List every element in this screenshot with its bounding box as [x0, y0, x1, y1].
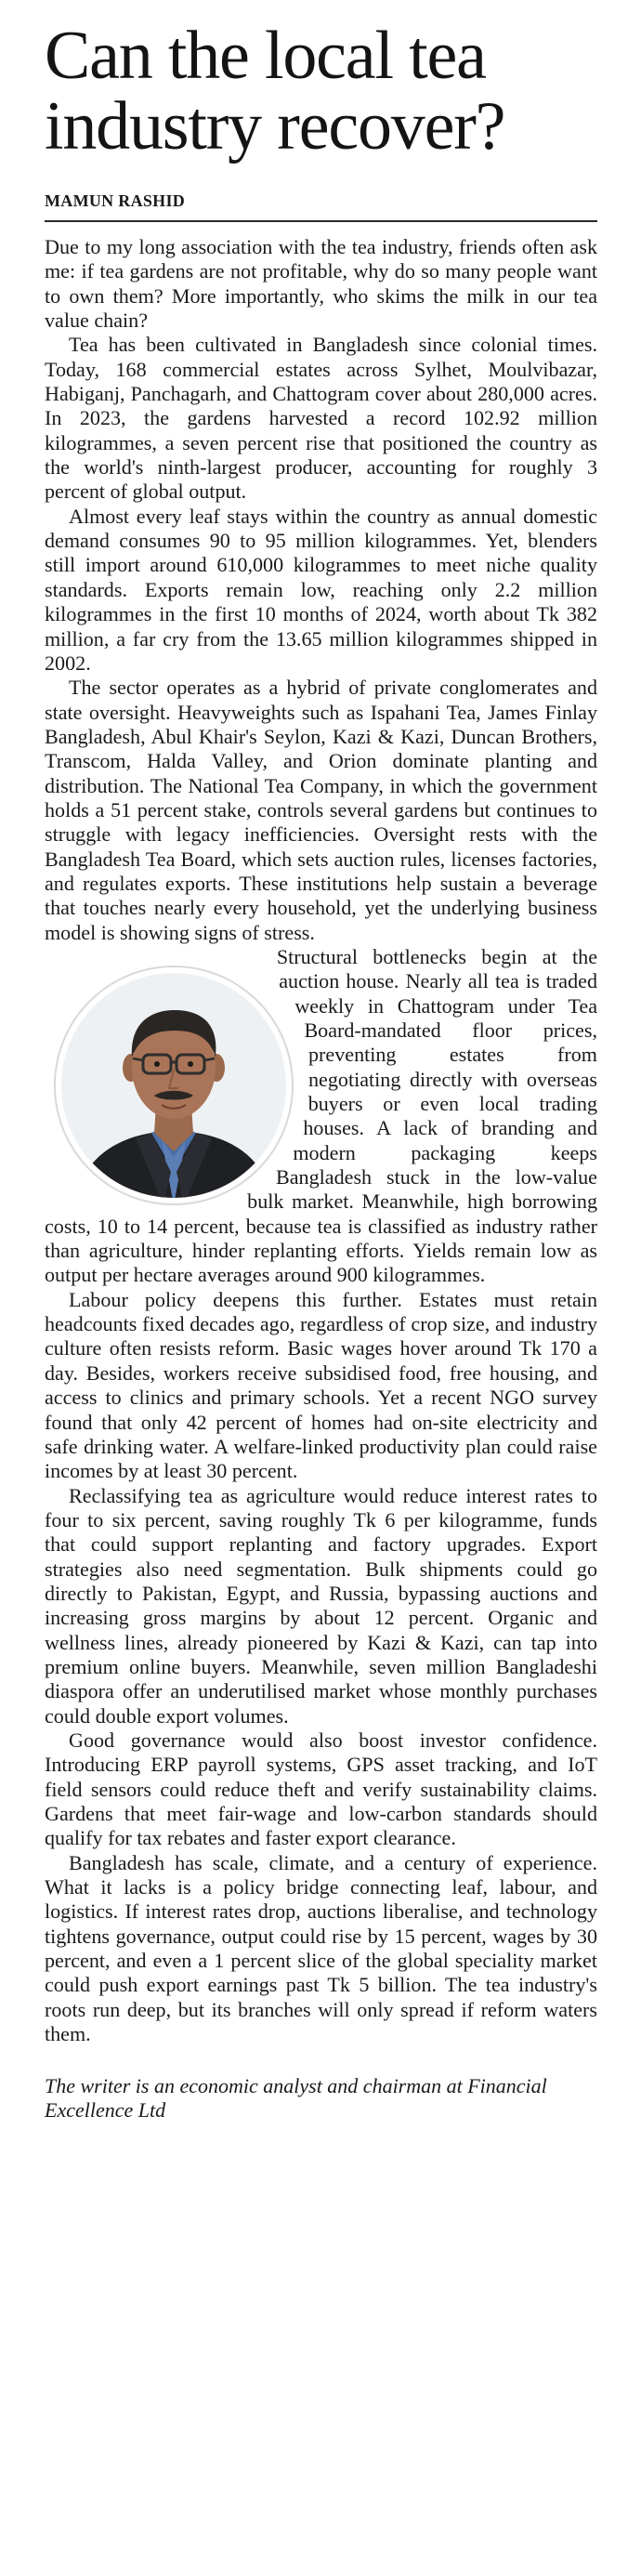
paragraph-labour: Labour policy deepens this further. Estates must retain headcounts fixed decades ago, regardless of crop size, and industry culture often resists reform. Basic wages hover around Tk 170 a day. Besides, workers receive subsidised food, free housing, and access to clinics and primary schools. Yet a recent NGO survey found that only 42 percent of homes had on-site electricity and safe drinking water. A welfare-linked productivity plan could raise incomes by at least 30 percent.	[45, 1287, 597, 1483]
paragraph-governance: Good governance would also boost investor confidence. Introducing ERP payroll systems, GPS asset tracking, and IoT field sensors could reduce theft and verify sustainability claims. Gardens that meet fair-wage and low-carbon standards should qualify for tax rebates and faster export clearance.	[45, 1728, 597, 1850]
paragraph-reclassify: Reclassifying tea as agriculture would reduce interest rates to four to six percent, saving roughly Tk 6 per kilogramme, funds that could support replanting and factory upgrades. Export strategies also need segmentation. Bulk shipments could go directly to Pakistan, Egypt, and Russia, bypassing auctions and increasing gross margins by about 12 percent. Organic and wellness lines, already pioneered by Kazi & Kazi, can tap into premium online buyers. Meanwhile, seven million Bangladeshi diaspora offer an underutilised market whose monthly purchases could double export volumes.	[45, 1483, 597, 1728]
paragraph-bottlenecks: Structural bottlenecks begin at the auction house. Nearly all tea is traded weekly in Chattogram under Tea Board-mandated floor prices, preventing estates from negotiating directly with overseas buyers or even local trading houses. A lack of branding and modern packaging keeps Bangladesh stuck in the low-value bulk market. Meanwhile, high borrowing costs, 10 to 14 percent, because tea is classified as industry rather than agriculture, hinder replanting efforts. Yields remain low as output per hectare averages around 900 kilogrammes.	[45, 944, 597, 1287]
author-portrait-illustration	[54, 966, 294, 1205]
paragraph-sector: The sector operates as a hybrid of private conglomerates and state oversight. Heavyweights such as Ispahani Tea, James Finlay Bangladesh, Abul Khair's Seylon, Kazi & Kazi, Duncan Brothers, Transcom, Halda Valley, and Orion dominate planting and distribution. The National Tea Company, in which the government holds a 51 percent stake, controls several gardens but continues to struggle with legacy inefficiencies. Oversight rests with the Bangladesh Tea Board, which sets auction rules, licenses factories, and regulates exports. These institutions help sustain a beverage that touches nearly every household, yet the underlying business model is showing signs of stress.	[45, 676, 597, 944]
headline-line-2: industry recover?	[45, 88, 505, 164]
byline-divider	[45, 220, 597, 222]
paragraph-conclusion: Bangladesh has scale, climate, and a century of experience. What it lacks is a policy bridge connecting leaf, labour, and logistics. If interest rates drop, auctions liberalise, and technology tightens governance, output could rise by 15 percent, wages by 30 percent, and even a 1 percent slice of the global speciality market could push export earnings past Tk 5 billion. The tea industry's roots run deep, but its branches will only spread if reform waters them.	[45, 1850, 597, 2046]
article-body	[45, 235, 597, 2046]
headline	[45, 20, 597, 162]
paragraph-demand: Almost every leaf stays within the country as annual domestic demand consumes 90 to 95 million kilogrammes. Yet, blenders still import around 610,000 kilogrammes to meet niche quality standards. Exports remain low, reaching only 2.2 million kilogrammes in the first 10 months of 2024, worth about Tk 382 million, a far cry from the 13.65 million kilogrammes shipped in 2002.	[45, 504, 597, 675]
paragraph-history: Tea has been cultivated in Bangladesh since colonial times. Today, 168 commercial estates across Sylhet, Moulvibazar, Habiganj, Panchagarh, and Chattogram cover about 280,000 acres. In 2023, the gardens harvested a record 102.92 million kilogrammes, a seven percent rise that positioned the country as the world's ninth-largest producer, accounting for roughly 3 percent of global output.	[45, 333, 597, 504]
author-note: The writer is an economic analyst and chairman at Financial Excellence Ltd	[45, 2074, 547, 2123]
headline-line-1: Can the local tea	[45, 18, 486, 94]
author-byline: MAMUN RASHID	[45, 191, 186, 210]
author-portrait	[54, 966, 294, 1205]
paragraph-intro: Due to my long association with the tea industry, friends often ask me: if tea gardens are not profitable, why do so many people want to own them? More importantly, who skims the milk in our tea value chain?	[45, 235, 597, 333]
